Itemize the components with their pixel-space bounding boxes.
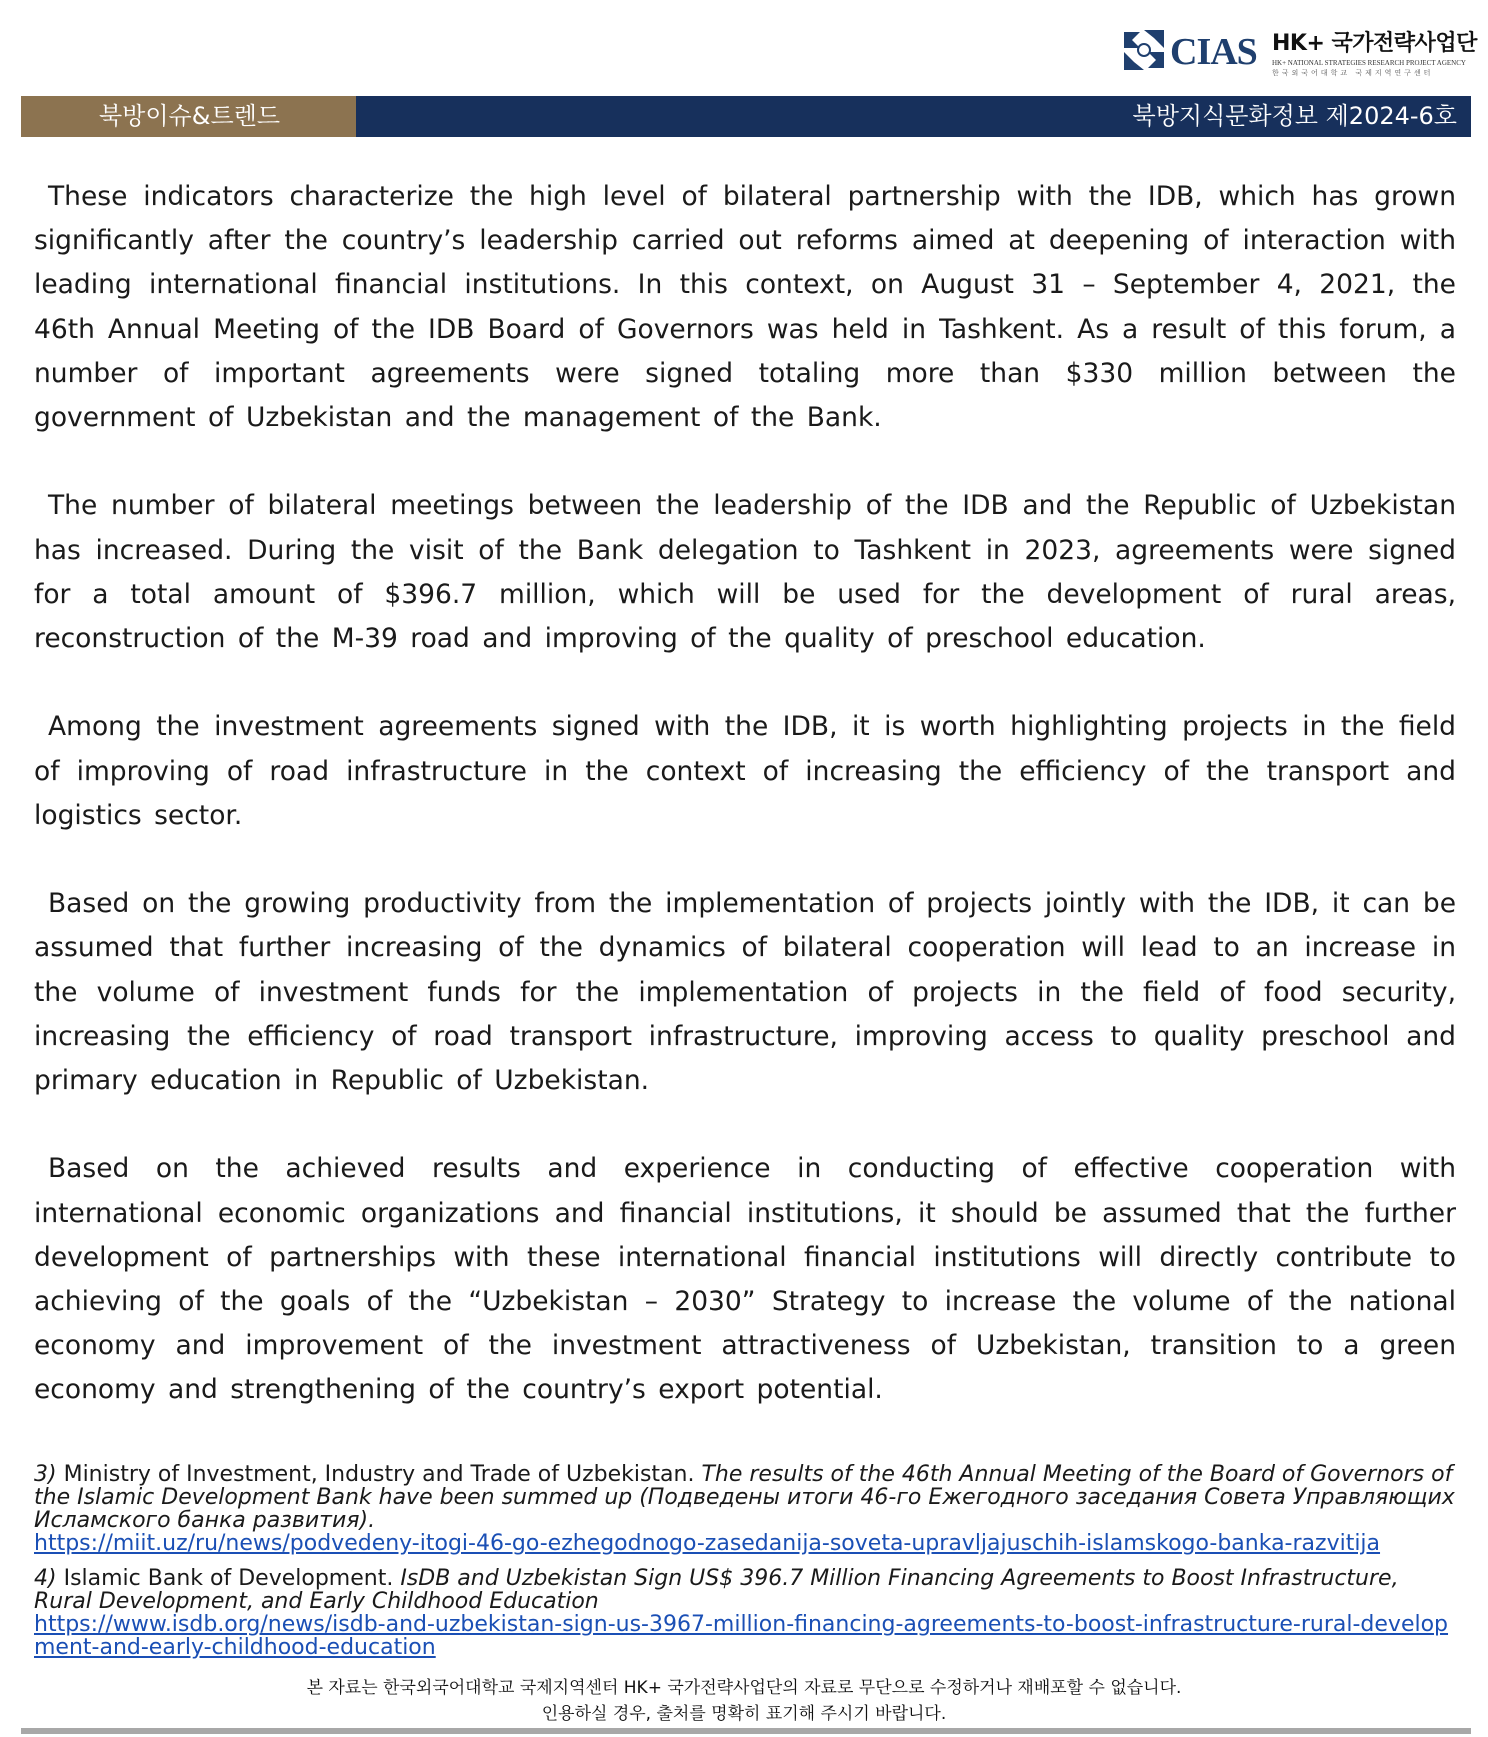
footnote-title: The results of the 46th Annual Meeting of the Board of Governors of the Islamic Development Bank have been summed up (Подведены итоги 46-го Ежегодного заседания Совета Управляющих Исламского банка развития).: [34, 1462, 1455, 1533]
paragraph: These indicators characterize the high level of bilateral partnership with the IDB, which has grown significantly after the country’s leadership carried out reforms aimed at deepening of interaction with leading international financial institutions. In this context, on August 31 – September 4, 2021, the 46th Annual Meeting of the IDB Board of Governors was held in Tashkent. As a result of this forum, a number of important agreements were signed totaling more than $330 million between the government of Uzbekistan and the management of the Bank.: [34, 181, 1456, 434]
footnote-number: 4): [34, 1566, 57, 1591]
section-label: 북방이슈&트렌드: [21, 96, 356, 137]
logo-subtitle-kr: 한국외국어대학교 국제지역연구센터: [1272, 69, 1434, 77]
header-bar: [21, 96, 1471, 137]
logo-title: HK+ 국가전략사업단: [1272, 31, 1477, 56]
footnote-title: IsDB and Uzbekistan Sign US$ 396.7 Million Financing Agreements to Boost Infrastructure, Rural Development, and Early Childhood Education: [34, 1566, 1399, 1614]
cias-emblem-icon: [1120, 26, 1168, 74]
copyright-line: 본 자료는 한국외국어대학교 국제지역센터 HK+ 국가전략사업단의 자료로 무단으로 수정하거나 재배포할 수 없습니다.: [306, 1678, 1182, 1698]
bottom-divider: [21, 1728, 1471, 1734]
footnote-link[interactable]: https://miit.uz/ru/news/podvedeny-itogi-46-go-ezhegodnogo-zasedanija-soveta-upravljajuschih-islamskogo-banka-razvitija: [34, 1531, 1381, 1556]
footnote: [34, 1463, 1456, 1555]
footnote-link[interactable]: https://www.isdb.org/news/isdb-and-uzbekistan-sign-us-3967-million-financing-agreements-to-boost-infrastructure-rural-development-and-early-childhood-education: [34, 1612, 1449, 1660]
logo-subtitle-en: HK+ NATIONAL STRATEGIES RESEARCH PROJECT AGENCY: [1272, 59, 1466, 67]
copyright-line: 인용하실 경우, 출처를 명확히 표기해 주시기 바랍니다.: [541, 1704, 947, 1724]
paragraph: Based on the achieved results and experience in conducting of effective cooperation with international economic organizations and financial institutions, it should be assumed that the further development of partnerships with these international financial institutions will directly contribute to achieving of the goals of the “Uzbekistan – 2030” Strategy to increase the volume of the national economy and improvement of the investment attractiveness of Uzbekistan, transition to a green economy and strengthening of the country’s export potential.: [34, 1153, 1456, 1406]
footnote-number: 3): [34, 1462, 57, 1487]
logo-brand: CIAS: [1170, 31, 1257, 73]
footnote-source: Islamic Bank of Development.: [56, 1566, 401, 1591]
article-body: [34, 175, 1456, 1457]
copyright-notice: [0, 1675, 1488, 1727]
paragraph: Based on the growing productivity from the implementation of projects jointly with the IDB, it can be assumed that further increasing of the dynamics of bilateral cooperation will lead to an increase in the volume of investment funds for the implementation of projects in the field of food security, increasing the efficiency of road transport infrastructure, improving access to quality preschool and primary education in Republic of Uzbekistan.: [34, 888, 1456, 1097]
paragraph: Among the investment agreements signed with the IDB, it is worth highlighting projects in the field of improving of road infrastructure in the context of increasing the efficiency of the transport and logistics sector.: [34, 711, 1456, 831]
footnote-source: Ministry of Investment, Industry and Trade of Uzbekistan.: [56, 1462, 702, 1487]
paragraph: The number of bilateral meetings between the leadership of the IDB and the Republic of Uzbekistan has increased. During the visit of the Bank delegation to Tashkent in 2023, agreements were signed for a total amount of $396.7 million, which will be used for the development of rural areas, reconstruction of the M-39 road and improving of the quality of preschool education.: [34, 490, 1456, 655]
footnotes: [34, 1463, 1456, 1671]
org-logo: [1120, 22, 1477, 82]
issue-label: 북방지식문화정보 제2024-6호: [356, 96, 1471, 137]
footnote: [34, 1567, 1456, 1659]
